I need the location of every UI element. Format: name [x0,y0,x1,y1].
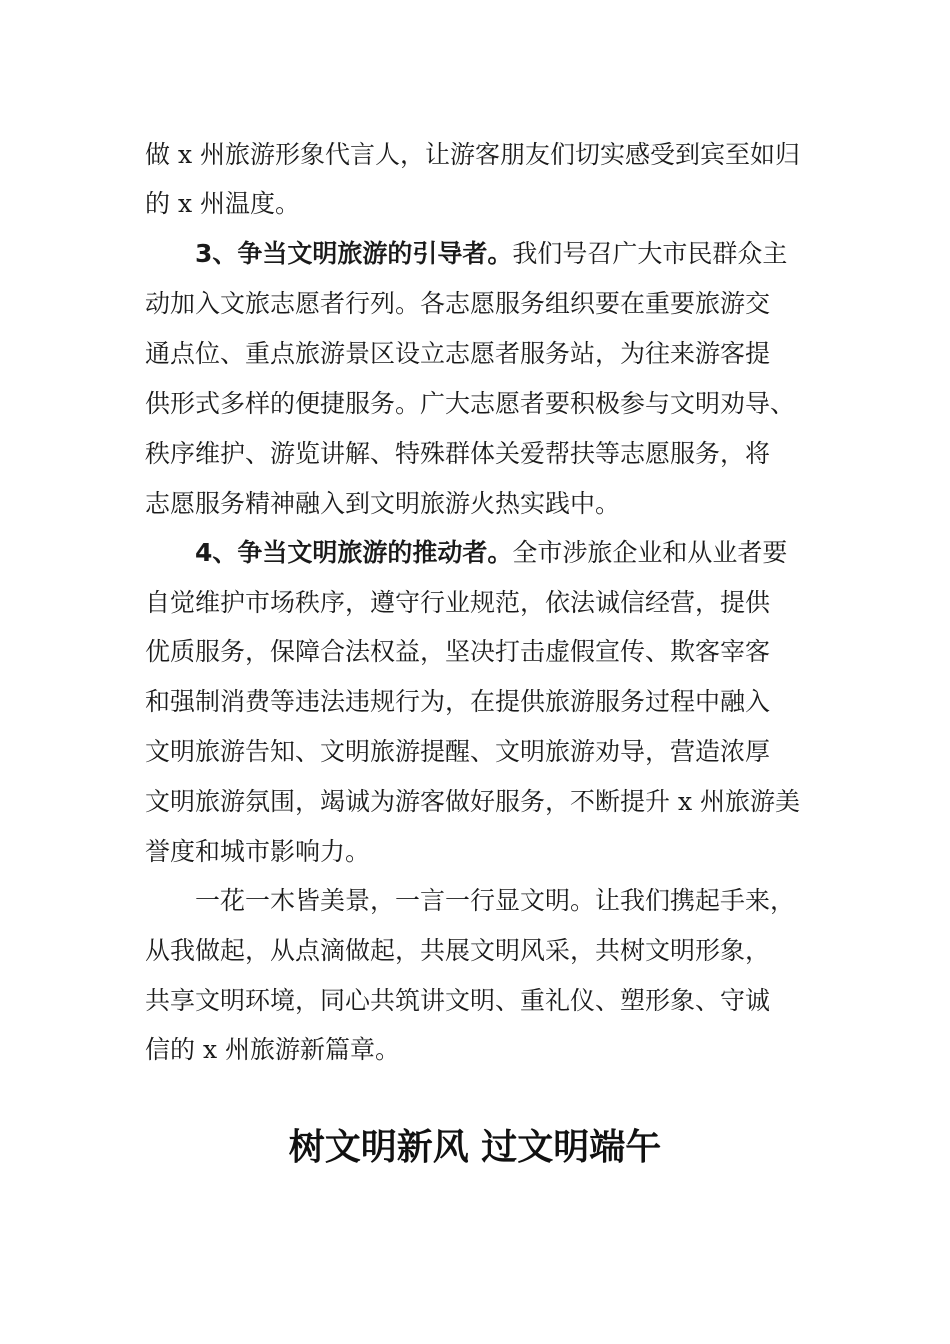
text-line [145,184,950,224]
text-run: 秩序维护、游览讲解、特殊群体关爱帮扶等志愿服务，将 [145,439,771,468]
text-run: 文明旅游氛围，竭诚为游客做好服务，不断提升 x 州旅游美 [145,787,800,816]
text-line [145,682,950,722]
text-line [145,732,950,772]
text-line [145,434,950,474]
text-run: 文明旅游告知、文明旅游提醒、文明旅游劝导，营造浓厚 [145,737,771,766]
text-run: 全市涉旅企业和从业者要 [512,538,788,567]
text-run: 供形式多样的便捷服务。广大志愿者要积极参与文明劝导、 [145,389,796,418]
point-3-heading-line [195,234,950,274]
text-run: 优质服务，保障合法权益，坚决打击虚假宣传、欺客宰客 [145,637,771,666]
point-4-heading: 4、争当文明旅游的推动者。 [195,538,513,567]
text-line [195,881,950,921]
text-line [145,832,950,872]
text-run: 做 x 州旅游形象代言人，让游客朋友们切实感受到宾至如归 [145,140,800,169]
text-run: 从我做起，从点滴做起，共展文明风采，共树文明形象， [145,936,771,965]
text-run: 动加入文旅志愿者行列。各志愿服务组织要在重要旅游交 [145,289,771,318]
text-line [145,284,950,324]
text-run: 志愿服务精神融入到文明旅游火热实践中。 [145,489,621,518]
text-run: 一花一木皆美景，一言一行显文明。让我们携起手来， [195,886,796,915]
text-line [145,981,950,1021]
text-line [145,632,950,672]
text-run: 共享文明环境，同心共筑讲文明、重礼仪、塑形象、守诚 [145,986,771,1015]
text-line [145,135,950,175]
text-run: 誉度和城市影响力。 [145,837,371,866]
text-line [145,1030,950,1070]
text-run: 和强制消费等违法违规行为，在提供旅游服务过程中融入 [145,687,771,716]
text-line [145,583,950,623]
text-run: 我们号召广大市民群众主 [512,239,788,268]
text-run: 信的 x 州旅游新篇章。 [145,1035,400,1064]
text-line [145,334,950,374]
point-4-heading-line [195,533,950,573]
text-line [145,384,950,424]
text-run: 自觉维护市场秩序，遵守行业规范，依法诚信经营，提供 [145,588,771,617]
section-title: 树文明新风 过文明端午 [288,1126,662,1168]
text-run: 的 x 州温度。 [145,189,300,218]
text-line [145,782,950,822]
text-line [145,931,950,971]
text-run: 通点位、重点旅游景区设立志愿者服务站，为往来游客提 [145,339,771,368]
text-line [145,484,950,524]
point-3-heading: 3、争当文明旅游的引导者。 [195,239,513,268]
